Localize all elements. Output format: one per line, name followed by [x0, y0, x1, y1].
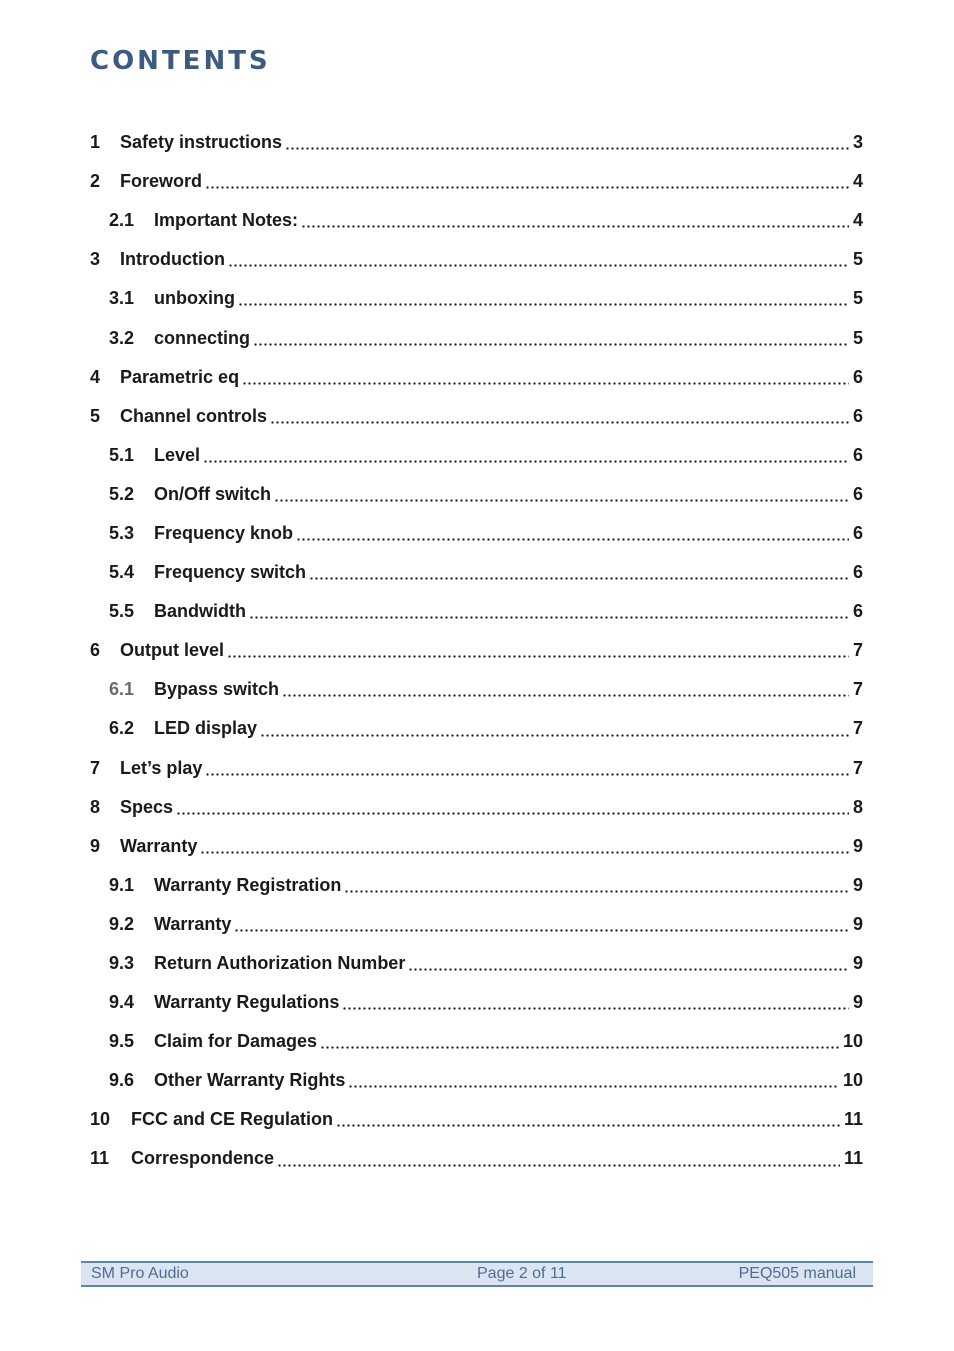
- toc-entry-page: 6: [852, 562, 863, 583]
- toc-entry-page: 4: [852, 171, 863, 192]
- toc-entry-number: 9.3: [109, 953, 135, 974]
- toc-entry-number: 1: [90, 132, 101, 153]
- toc-entry-number: 5.4: [109, 562, 135, 583]
- toc-entry-page: 11: [843, 1148, 863, 1169]
- toc-entry-page: 9: [852, 835, 863, 856]
- toc-entry-page: 6: [852, 601, 863, 622]
- toc-entry[interactable]: [90, 983, 863, 1022]
- toc-entry[interactable]: [90, 788, 863, 827]
- toc-entry-title: Safety instructions: [120, 132, 283, 153]
- footer-company: SM Pro Audio: [91, 1265, 189, 1282]
- toc-dot-leader: [228, 264, 849, 267]
- toc-entry-number: 2.1: [109, 210, 135, 231]
- toc-entry-title: Warranty: [120, 835, 198, 856]
- toc-entry-title: Introduction: [120, 249, 225, 270]
- toc-dot-leader: [408, 968, 849, 971]
- toc-entry-page: 7: [852, 718, 863, 739]
- toc-entry-number: 6.1: [109, 679, 135, 700]
- toc-entry-page: 9: [852, 913, 863, 934]
- toc-dot-leader: [336, 1124, 840, 1127]
- toc-entry[interactable]: [90, 670, 863, 709]
- toc-entry-number: 5.1: [109, 444, 135, 465]
- toc-entry-title: Important Notes:: [154, 210, 298, 231]
- toc-dot-leader: [285, 147, 849, 150]
- footer-page-number: Page 2 of 11: [477, 1265, 567, 1282]
- toc-entry[interactable]: [90, 1139, 863, 1178]
- toc-entry-title: Warranty: [154, 913, 232, 934]
- toc-entry-number: 5.3: [109, 522, 135, 543]
- toc-entry-number: 3: [90, 249, 101, 270]
- toc-entry[interactable]: [90, 162, 863, 201]
- toc-entry-number: 5: [90, 405, 101, 426]
- toc-entry-title: Output level: [120, 640, 225, 661]
- toc-entry-number: 9: [90, 835, 101, 856]
- toc-entry-title: FCC and CE Regulation: [131, 1109, 333, 1130]
- toc-entry[interactable]: [90, 553, 863, 592]
- toc-entry-number: 9.4: [109, 992, 135, 1013]
- toc-entry-number: 9.1: [109, 874, 135, 895]
- toc-entry[interactable]: [90, 514, 863, 553]
- toc-entry-title: Other Warranty Rights: [154, 1070, 346, 1091]
- toc-entry-page: 6: [852, 366, 863, 387]
- toc-entry-page: 6: [852, 483, 863, 504]
- toc-entry-page: 4: [852, 210, 863, 231]
- toc-entry-page: 6: [852, 444, 863, 465]
- toc-entry-number: 7: [90, 757, 101, 778]
- toc-dot-leader: [260, 734, 849, 737]
- toc-entry[interactable]: [90, 905, 863, 944]
- toc-entry-title: unboxing: [154, 288, 235, 309]
- toc-entry[interactable]: [90, 1022, 863, 1061]
- toc-entry-page: 9: [852, 953, 863, 974]
- toc-entry-page: 5: [852, 327, 863, 348]
- footer-document-title: PEQ505 manual: [738, 1265, 856, 1282]
- toc-entry-number: 6.2: [109, 718, 135, 739]
- toc-entry[interactable]: [90, 592, 863, 631]
- toc-dot-leader: [348, 1085, 839, 1088]
- toc-entry-title: Parametric eq: [120, 366, 240, 387]
- toc-entry[interactable]: [90, 397, 863, 436]
- toc-dot-leader: [238, 303, 849, 306]
- toc-dot-leader: [227, 655, 849, 658]
- toc-entry[interactable]: [90, 1100, 863, 1139]
- toc-entry-title: Warranty Registration: [154, 874, 342, 895]
- toc-entry-page: 6: [852, 522, 863, 543]
- toc-entry-title: Frequency switch: [154, 562, 307, 583]
- toc-entry-title: Bypass switch: [154, 679, 280, 700]
- page-title: CONTENTS: [90, 46, 271, 76]
- toc-entry-number: 9.5: [109, 1031, 135, 1052]
- toc-entry[interactable]: [90, 866, 863, 905]
- toc-dot-leader: [205, 773, 849, 776]
- toc-entry[interactable]: [90, 631, 863, 670]
- toc-entry[interactable]: [90, 358, 863, 397]
- toc-dot-leader: [320, 1046, 839, 1049]
- toc-dot-leader: [296, 538, 849, 541]
- toc-entry[interactable]: [90, 749, 863, 788]
- toc-entry-page: 8: [852, 796, 863, 817]
- toc-dot-leader: [203, 460, 849, 463]
- toc-dot-leader: [200, 851, 849, 854]
- toc-dot-leader: [249, 616, 849, 619]
- toc-entry-title: On/Off switch: [154, 483, 271, 504]
- toc-entry-title: Bandwidth: [154, 601, 246, 622]
- toc-entry-page: 11: [843, 1109, 863, 1130]
- toc-dot-leader: [234, 929, 849, 932]
- toc-entry-title: Let’s play: [120, 757, 203, 778]
- toc-entry[interactable]: [90, 201, 863, 240]
- toc-entry-title: Return Authorization Number: [154, 953, 406, 974]
- toc-entry-page: 5: [852, 249, 863, 270]
- toc-entry-title: LED display: [154, 718, 258, 739]
- toc-entry-page: 7: [852, 679, 863, 700]
- toc-entry-title: Frequency knob: [154, 522, 294, 543]
- toc-entry-number: 3.2: [109, 327, 135, 348]
- toc-entry-page: 3: [852, 132, 863, 153]
- toc-entry[interactable]: [90, 123, 863, 162]
- toc-entry-page: 10: [842, 1031, 863, 1052]
- toc-entry-title: connecting: [154, 327, 251, 348]
- toc-dot-leader: [344, 890, 849, 893]
- toc-entry-page: 9: [852, 874, 863, 895]
- table-of-contents: [90, 123, 863, 1179]
- toc-entry-title: Level: [154, 444, 201, 465]
- toc-dot-leader: [301, 225, 849, 228]
- toc-dot-leader: [205, 186, 849, 189]
- toc-entry-number: 10: [90, 1109, 111, 1130]
- toc-entry[interactable]: [90, 827, 863, 866]
- toc-entry-page: 6: [852, 405, 863, 426]
- toc-entry-number: 4: [90, 366, 101, 387]
- toc-entry[interactable]: [90, 436, 863, 475]
- toc-entry-number: 9.6: [109, 1070, 135, 1091]
- toc-dot-leader: [270, 421, 849, 424]
- toc-entry-page: 9: [852, 992, 863, 1013]
- toc-entry-number: 3.1: [109, 288, 135, 309]
- page-footer: [81, 1261, 873, 1287]
- toc-entry[interactable]: [90, 475, 863, 514]
- toc-entry[interactable]: [90, 944, 863, 983]
- toc-entry-number: 2: [90, 171, 101, 192]
- toc-entry-number: 6: [90, 640, 101, 661]
- toc-dot-leader: [176, 812, 849, 815]
- toc-entry[interactable]: [90, 279, 863, 318]
- toc-dot-leader: [342, 1007, 849, 1010]
- toc-entry-title: Specs: [120, 796, 174, 817]
- toc-entry[interactable]: [90, 1061, 863, 1100]
- toc-entry[interactable]: [90, 709, 863, 748]
- toc-dot-leader: [274, 499, 849, 502]
- toc-entry-number: 8: [90, 796, 101, 817]
- toc-entry-page: 7: [852, 757, 863, 778]
- toc-dot-leader: [253, 343, 849, 346]
- toc-entry-number: 11: [90, 1148, 110, 1169]
- toc-entry[interactable]: [90, 318, 863, 357]
- toc-entry-number: 5.2: [109, 483, 135, 504]
- toc-entry[interactable]: [90, 240, 863, 279]
- toc-entry-title: Channel controls: [120, 405, 268, 426]
- toc-entry-page: 5: [852, 288, 863, 309]
- toc-dot-leader: [309, 577, 849, 580]
- toc-entry-number: 5.5: [109, 601, 135, 622]
- toc-entry-page: 10: [842, 1070, 863, 1091]
- toc-entry-page: 7: [852, 640, 863, 661]
- toc-entry-title: Claim for Damages: [154, 1031, 318, 1052]
- toc-entry-title: Foreword: [120, 171, 203, 192]
- toc-dot-leader: [242, 382, 849, 385]
- toc-entry-title: Warranty Regulations: [154, 992, 340, 1013]
- toc-entry-number: 9.2: [109, 913, 135, 934]
- toc-dot-leader: [282, 694, 849, 697]
- toc-dot-leader: [277, 1164, 840, 1167]
- toc-entry-title: Correspondence: [131, 1148, 275, 1169]
